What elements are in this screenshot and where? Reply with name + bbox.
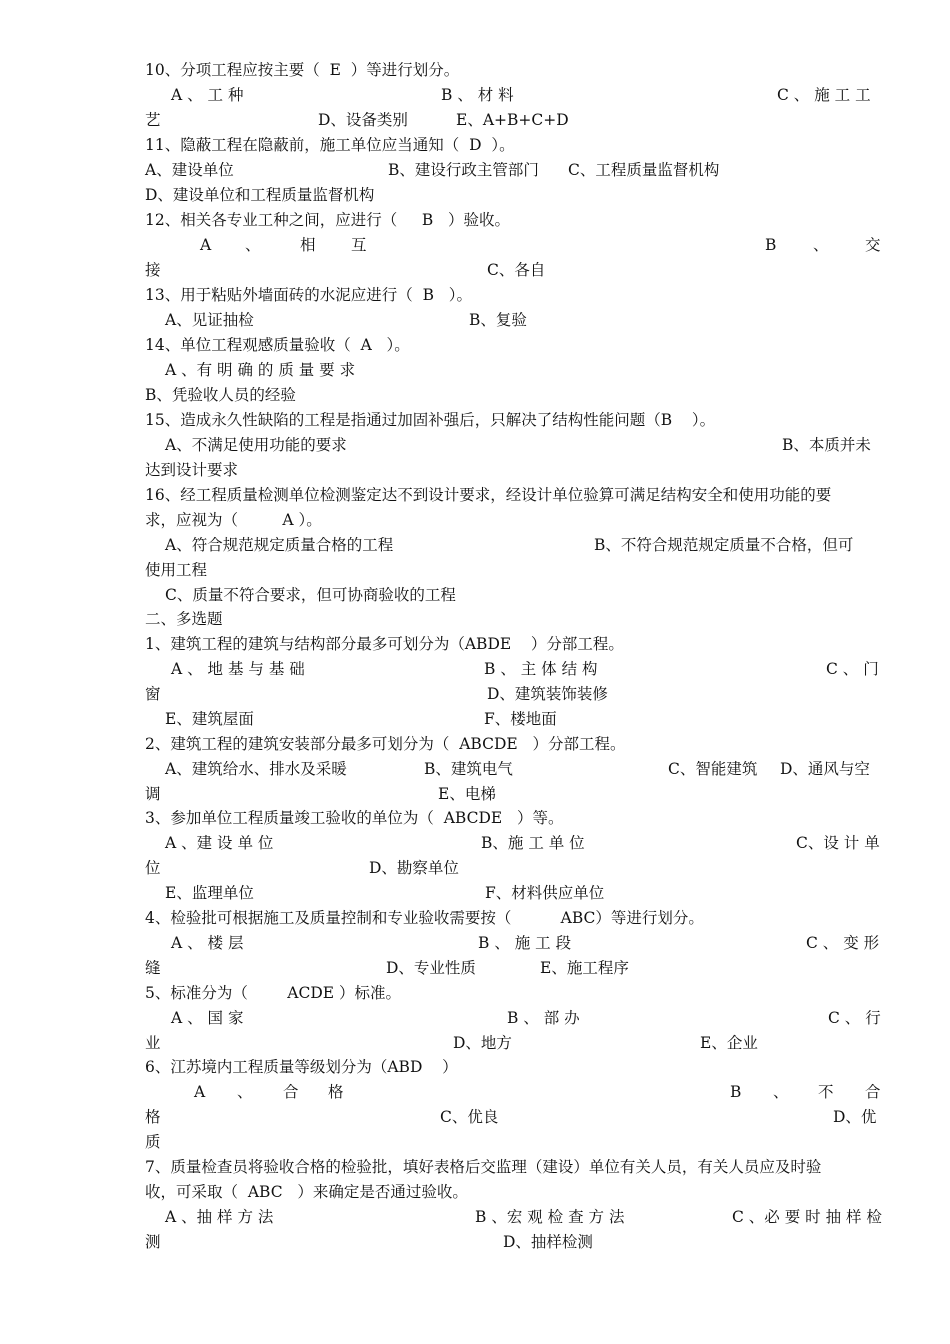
question-14	[145, 333, 881, 358]
option-a: A 、抽 样 方 法	[165, 1208, 274, 1226]
option-a: A 、 国 家	[171, 1009, 244, 1027]
question-10-options	[145, 83, 881, 108]
option-a: A、见证抽检	[165, 311, 254, 329]
question-13-options	[145, 308, 881, 333]
question-11	[145, 133, 881, 158]
question-10	[145, 58, 881, 83]
option-b: B、建设行政主管部门	[388, 161, 539, 179]
option-b: B 、宏 观 检 查 方 法	[475, 1208, 625, 1226]
option-d: D、建筑装饰装修	[487, 685, 608, 703]
multi-question-6	[145, 1055, 881, 1080]
multi-question-4-stem: 4、检验批可根据施工及质量控制和专业验收需要按（ ABC）等进行划分。	[145, 909, 704, 927]
option-c: C 、 行	[828, 1009, 881, 1027]
question-14-stem: 14、单位工程观感质量验收（ A ）。	[145, 336, 410, 354]
section-heading-multiple-choice	[145, 607, 881, 632]
question-13-stem: 13、用于粘贴外墙面砖的水泥应进行（ B ）。	[145, 286, 472, 304]
option-a: A、建筑给水、排水及采暖	[165, 760, 347, 778]
question-16-options-cont	[145, 558, 881, 583]
multi-question-5-stem: 5、标准分为（ ACDE ）标准。	[145, 984, 402, 1002]
option-c-cont: 位	[145, 859, 161, 877]
multi-question-3-options-cont	[145, 856, 881, 881]
option-b: B、不符合规范规定质量不合格，但可	[594, 536, 854, 554]
question-11-options-cont	[145, 183, 881, 208]
multi-question-1	[145, 632, 881, 657]
option-d: D、优	[833, 1108, 877, 1126]
option-a: A、建设单位	[145, 161, 234, 179]
question-16-options	[145, 533, 881, 558]
option-f: F、楼地面	[484, 710, 557, 728]
option-c-cont: 窗	[145, 685, 161, 703]
option-d: D、建设单位和工程质量监督机构	[145, 186, 375, 204]
question-12-options-cont	[145, 258, 881, 283]
option-d: D、专业性质	[386, 959, 476, 977]
option-d: D、地方	[453, 1034, 512, 1052]
question-11-stem: 11、隐蔽工程在隐蔽前，施工单位应当通知（ D ）。	[145, 136, 515, 154]
multi-question-2-stem: 2、建筑工程的建筑安装部分最多可划分为（ ABCDE ）分部工程。	[145, 735, 626, 753]
multi-question-1-options-cont-2	[145, 707, 881, 732]
multi-question-2	[145, 732, 881, 757]
option-e: E、A+B+C+D	[456, 111, 569, 129]
option-b: B 、 主 体 结 构	[484, 660, 598, 678]
option-a-text-2: 互	[351, 236, 367, 254]
option-d: D、设备类别	[318, 111, 408, 129]
option-b-text-1: 不	[818, 1083, 834, 1101]
multi-question-4	[145, 906, 881, 931]
option-b: B 、 材 料	[441, 86, 514, 104]
option-e: E、电梯	[438, 785, 496, 803]
multi-question-3-stem: 3、参加单位工程质量竣工验收的单位为（ ABCDE ）等。	[145, 809, 564, 827]
multi-question-5	[145, 981, 881, 1006]
option-b-cont: 格	[145, 1108, 161, 1126]
option-b-cont: 使用工程	[145, 561, 208, 579]
option-b: B、凭验收人员的经验	[145, 386, 296, 404]
question-16-cont	[145, 508, 881, 533]
option-b-text: 交	[865, 236, 881, 254]
question-15-stem: 15、造成永久性缺陷的工程是指通过加固补强后，只解决了结构性能问题（B ）。	[145, 411, 716, 429]
question-10-stem: 10、分项工程应按主要（ E ）等进行划分。	[145, 61, 460, 79]
option-b-cont: 接	[145, 261, 161, 279]
option-b: B 、 部 办	[507, 1009, 580, 1027]
multi-question-3-options-cont-2	[145, 881, 881, 906]
question-15-options	[145, 433, 881, 458]
option-b-text-2: 合	[865, 1083, 881, 1101]
option-b-sep: 、	[773, 1083, 789, 1101]
option-c: C 、 门	[826, 660, 879, 678]
option-d: D、勘察单位	[369, 859, 459, 877]
option-b-sep: 、	[813, 236, 829, 254]
multi-question-6-options-cont	[145, 1105, 881, 1130]
multi-question-7	[145, 1155, 881, 1180]
question-12-stem: 12、相关各专业工种之间，应进行（ B ）验收。	[145, 211, 511, 229]
option-b: B、复验	[469, 311, 527, 329]
option-d-cont: 调	[145, 785, 161, 803]
option-c-cont: 缝	[145, 959, 161, 977]
multi-question-7-options	[145, 1205, 881, 1230]
question-14-options-cont	[145, 383, 881, 408]
option-b-letter: B	[765, 236, 777, 254]
option-c: C 、 变 形	[806, 934, 880, 952]
option-a: A 、 工 种	[171, 86, 244, 104]
multi-question-5-options	[145, 1006, 881, 1031]
section-title: 二、多选题	[145, 610, 223, 628]
option-a: A 、有 明 确 的 质 量 要 求	[165, 361, 356, 379]
question-16-stem-line-2: 求，应视为（ A ）。	[145, 511, 322, 529]
option-d-cont: 质	[145, 1133, 161, 1151]
multi-question-3-options	[145, 831, 881, 856]
option-b: B、建筑电气	[424, 760, 513, 778]
multi-question-7-cont	[145, 1180, 881, 1205]
option-e: E、施工程序	[540, 959, 629, 977]
multi-question-7-options-cont	[145, 1230, 881, 1255]
option-a-sep: 、	[245, 236, 261, 254]
multi-question-4-options	[145, 931, 881, 956]
option-b: B 、 施 工 段	[478, 934, 572, 952]
option-c: C、智能建筑	[668, 760, 758, 778]
option-a-text-1: 合	[283, 1083, 299, 1101]
question-10-options-cont	[145, 108, 881, 133]
multi-question-5-options-cont	[145, 1031, 881, 1056]
option-d: D、抽样检测	[503, 1233, 593, 1251]
question-12-options	[145, 233, 881, 258]
question-16-stem-line-1: 16、经工程质量检测单位检测鉴定达不到设计要求，经设计单位验算可满足结构安全和使用功能的要	[145, 486, 832, 504]
option-c: C 、 施 工 工	[777, 86, 871, 104]
option-c: C、工程质量监督机构	[568, 161, 720, 179]
option-e: E、建筑屋面	[165, 710, 254, 728]
option-c-cont: 测	[145, 1233, 161, 1251]
option-c-cont: 业	[145, 1034, 161, 1052]
option-a-sep: 、	[237, 1083, 253, 1101]
option-a-letter: A	[200, 236, 212, 254]
option-c: C 、必 要 时 抽 样 检	[732, 1208, 882, 1226]
option-b-cont: 达到设计要求	[145, 461, 239, 479]
option-a-text-2: 格	[328, 1083, 344, 1101]
option-b-letter: B	[730, 1083, 742, 1101]
option-a-letter: A	[194, 1083, 206, 1101]
multi-question-6-options	[145, 1080, 881, 1105]
question-14-options	[145, 358, 881, 383]
option-a: A 、 楼 层	[171, 934, 244, 952]
option-c: C、优良	[440, 1108, 499, 1126]
multi-question-1-options-cont	[145, 682, 881, 707]
option-a-text-1: 相	[300, 236, 316, 254]
option-a: A、符合规范规定质量合格的工程	[165, 536, 394, 554]
question-16-option-c-line	[145, 583, 881, 608]
option-e: E、监理单位	[165, 884, 254, 902]
option-f: F、材料供应单位	[485, 884, 605, 902]
option-b: B、本质并未	[782, 436, 871, 454]
multi-question-1-options	[145, 657, 881, 682]
question-12	[145, 208, 881, 233]
multi-question-2-options-cont	[145, 782, 881, 807]
option-d: D、通风与空	[780, 760, 870, 778]
multi-question-6-stem: 6、江苏境内工程质量等级划分为（ABD ）	[145, 1058, 458, 1076]
option-c-cont: 艺	[145, 111, 161, 129]
multi-question-1-stem: 1、建筑工程的建筑与结构部分最多可划分为（ABDE ）分部工程。	[145, 635, 624, 653]
multi-question-7-stem-line-1: 7、质量检查员将验收合格的检验批，填好表格后交监理（建设）单位有关人员，有关人员应及时验	[145, 1158, 822, 1176]
option-c: C、设 计 单	[796, 834, 880, 852]
question-15-options-cont	[145, 458, 881, 483]
multi-question-2-options	[145, 757, 881, 782]
option-a: A 、 地 基 与 基 础	[171, 660, 305, 678]
option-a: A、不满足使用功能的要求	[165, 436, 347, 454]
option-a: A 、建 设 单 位	[165, 834, 274, 852]
option-b: B、施 工 单 位	[481, 834, 585, 852]
option-c: C、质量不符合要求，但可协商验收的工程	[165, 586, 456, 604]
multi-question-6-options-cont-2	[145, 1130, 881, 1155]
question-11-options	[145, 158, 881, 183]
question-13	[145, 283, 881, 308]
multi-question-3	[145, 806, 881, 831]
multi-question-4-options-cont	[145, 956, 881, 981]
option-c: C、各自	[487, 261, 546, 279]
option-e: E、企业	[700, 1034, 758, 1052]
multi-question-7-stem-line-2: 收，可采取（ ABC ）来确定是否通过验收。	[145, 1183, 468, 1201]
question-15	[145, 408, 881, 433]
question-16	[145, 483, 881, 508]
